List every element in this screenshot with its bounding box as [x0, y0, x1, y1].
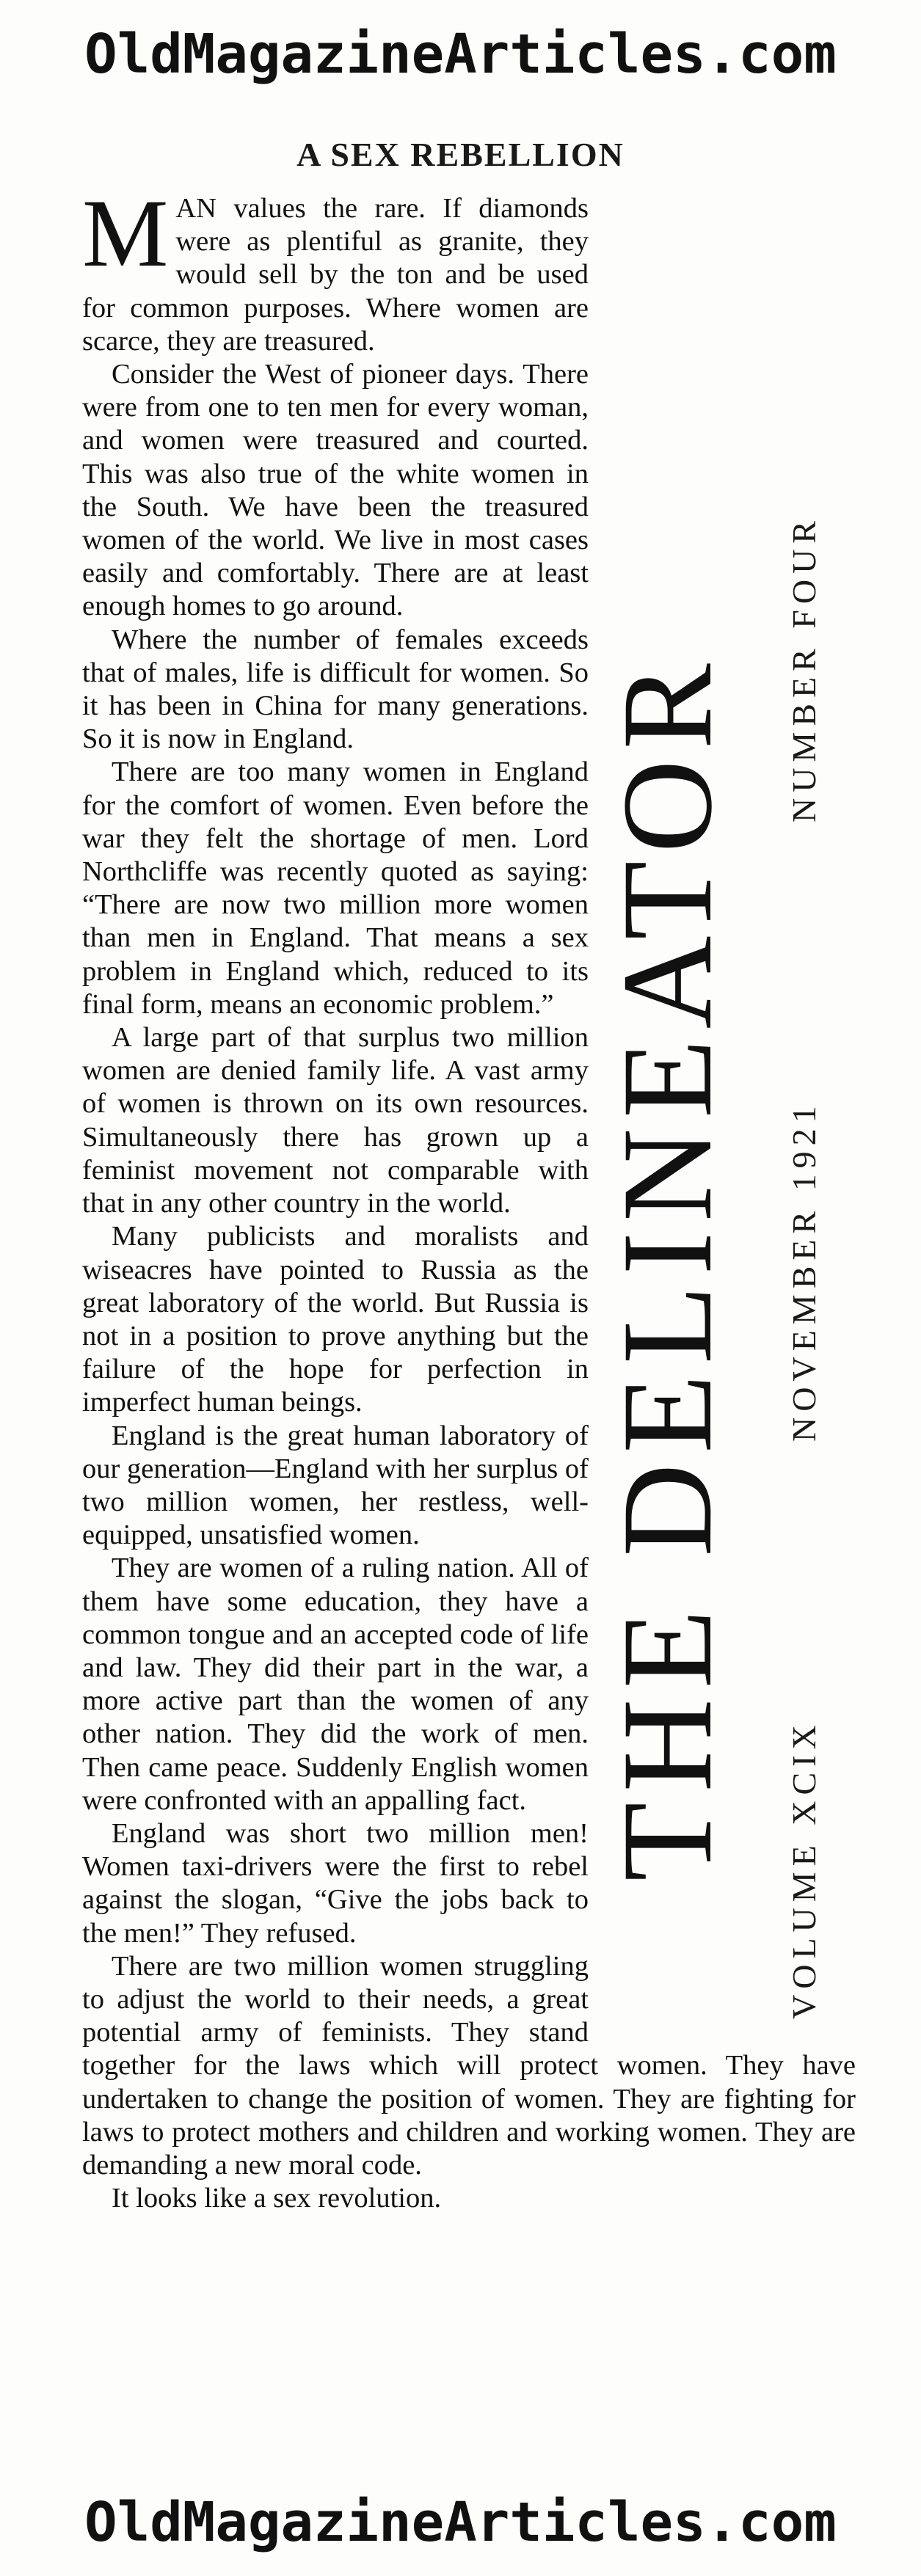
drop-cap: M	[82, 179, 169, 287]
volume-label: VOLUME XCIX	[785, 1719, 823, 2019]
paragraph: There are two million women struggling to adjust the world to their needs, a great potential army of feminists. They stand together for the laws which will protect women. They have undertaken to change the position of women. They are fighting for laws to protect mothers and children and working women. They are demanding a new moral code.	[82, 1950, 856, 2181]
paragraph: They are women of a ruling nation. All of them have some education, they have a common tongue and an accepted code of life and law. They did their part in the war, a more active part than the women of any other nation. They did the work of men. Then came peace. Suddenly English women were confronted with an appalling fact.	[82, 1552, 589, 1816]
paragraph: England was short two million men! Women taxi-drivers were the first to rebel against the slogan, “Give the jobs back to the men!” They refused.	[82, 1817, 589, 1949]
paragraph: Consider the West of pioneer days. There were from one to ten men for every woman, and women were treasured and courted. This was also true of the white women in the South. We have been the treasured women of the world. We live in most cases easily and comfortably. There are at least enough homes to go around.	[82, 359, 589, 622]
paragraph: It looks like a sex revolution.	[112, 2183, 442, 2214]
number-label: NUMBER FOUR	[785, 515, 823, 823]
paragraph: England is the great human laboratory of our generation—England with her surplus of two million women, her restless, well-equipped, unsatisfied women.	[82, 1420, 589, 1551]
site-watermark-bottom: OldMagazineArticles.com	[84, 2491, 837, 2554]
issue-info	[768, 515, 841, 2019]
article-body	[82, 179, 856, 2481]
masthead	[596, 515, 856, 2019]
paragraph: Where the number of females exceeds that of males, life is difficult for women. So it has been in China for many generations. So it is now in England.	[82, 624, 589, 755]
date-label: NOVEMBER 1921	[785, 1100, 823, 1442]
lead-paragraph	[82, 179, 856, 358]
paragraph: There are too many women in England for the comfort of women. Even before the war they felt the shortage of men. Lord Northcliffe was recently quoted as saying: “There are now two million more women than men in England. That means a sex problem in England which, reduced to its final form, means an economic problem.”	[82, 756, 589, 1020]
paragraph: A large part of that surplus two million women are denied family life. A vast army of women is thrown on its own resources. Simultaneously there has grown up a feminist movement not comparable with that in any other country in the world.	[82, 1022, 589, 1219]
paragraph: Many publicists and moralists and wiseacres have pointed to Russia as the great laboratory of the world. But Russia is not in a position to prove anything but the failure of the hope for perfection in imperfect human beings.	[82, 1221, 589, 1418]
magazine-name: THE DELINEATOR	[596, 653, 739, 1881]
article-title: A SEX REBELLION	[296, 135, 625, 173]
site-watermark-top: OldMagazineArticles.com	[84, 23, 837, 86]
lead-text: AN values the rare. If diamonds were as plentiful as granite, they would sell by the ton and be used for common purposes. Where women are scarce, they are treasured.	[82, 193, 589, 357]
